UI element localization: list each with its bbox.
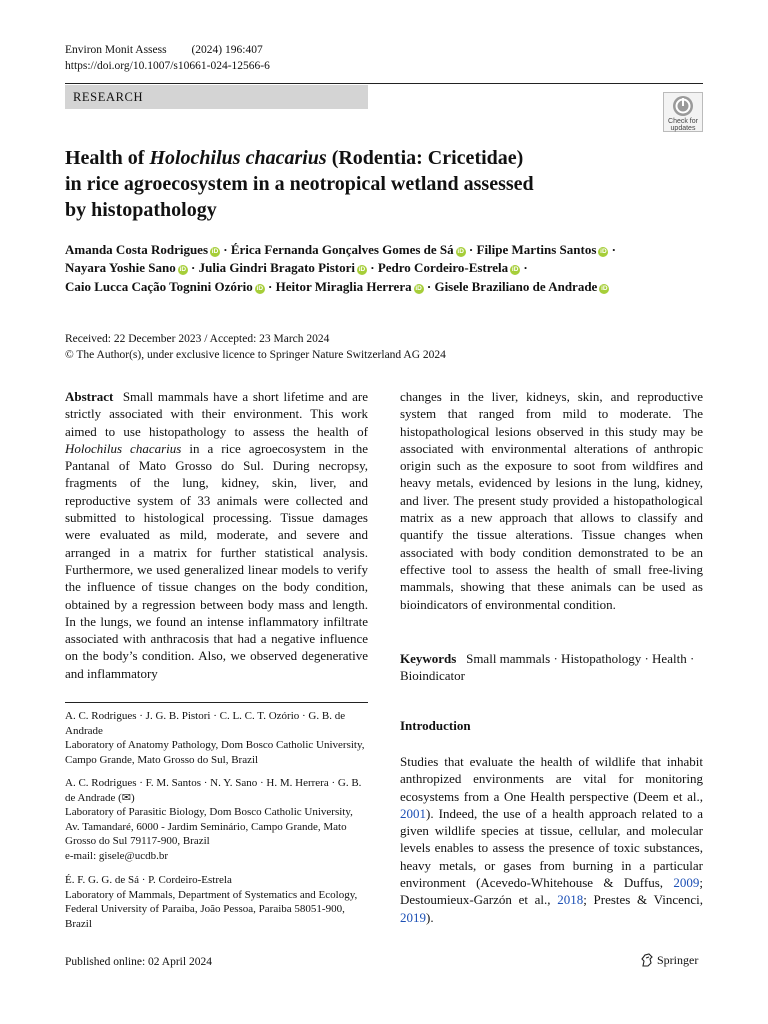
author-name[interactable]: Érica Fernanda Gonçalves Gomes de Sá [230, 242, 454, 257]
keywords-heading: Keywords [400, 651, 457, 666]
author-name[interactable]: Amanda Costa Rodrigues [65, 242, 209, 257]
introduction-heading: Introduction [400, 718, 471, 733]
check-updates-icon [672, 95, 694, 117]
published-online: Published online: 02 April 2024 [65, 956, 212, 968]
intro-text: ; Prestes & Vincenci, [583, 892, 703, 908]
affiliation-names: A. C. Rodrigues · F. M. Santos · N. Y. Sano · H. M. Herrera · G. B. de Andrade (✉) [65, 777, 362, 804]
orcid-icon[interactable]: iD [358, 266, 366, 274]
citation-link[interactable]: 2009 [673, 875, 700, 891]
orcid-icon[interactable]: iD [256, 284, 264, 292]
orcid-icon[interactable]: iD [511, 266, 519, 274]
article-title [65, 145, 685, 223]
doi-link[interactable]: https://doi.org/10.1007/s10661-024-12566-6 [65, 60, 270, 72]
affiliation-names: A. C. Rodrigues · J. G. B. Pistori · C. L. C. T. Ozório · G. B. de Andrade [65, 710, 346, 737]
springer-horse-icon [640, 953, 654, 967]
affiliation-block [65, 873, 368, 931]
title-part2: (Rodentia: Cricetidae) [326, 147, 524, 169]
publisher-logo [640, 953, 698, 968]
intro-text: ; Destoumieux-Garzón et al., [400, 875, 703, 908]
abstract [65, 388, 368, 682]
check-updates-line2: updates [670, 125, 696, 132]
title-species: Holochilus chacarius [149, 147, 327, 169]
introduction-text [400, 753, 703, 926]
copyright: © The Author(s), under exclusive licence to Springer Nature Switzerland AG 2024 [65, 348, 446, 361]
orcid-icon[interactable]: iD [601, 284, 608, 292]
orcid-icon[interactable]: iD [211, 248, 219, 255]
author-name[interactable]: Heitor Miraglia Herrera [275, 278, 412, 294]
affiliation-names: É. F. G. G. de Sá · P. Cordeiro-Estrela [65, 874, 232, 886]
affiliation-block [65, 709, 368, 767]
title-line3: by histopathology [65, 199, 217, 221]
author-name[interactable]: Caio Lucca Cação Tognini Ozório [65, 278, 253, 294]
citation-link[interactable]: 2018 [557, 892, 584, 908]
author-name[interactable]: Pedro Cordeiro-Estrela [377, 260, 509, 276]
keywords [400, 650, 703, 685]
affiliation-address: Laboratory of Mammals, Department of Systematics and Ecology, Federal University of Paraiba, João Pessoa, Paraiba 58051-900, Brazil [65, 888, 358, 930]
abstract-species: Holochilus chacarius [65, 440, 182, 456]
header-rule [65, 83, 703, 84]
intro-text: Studies that evaluate the health of wildlife that inhabit anthropized environments are vital for monitoring ecosystems from a One Health perspective (Deem et al., [400, 754, 703, 804]
orcid-icon[interactable]: iD [415, 284, 422, 292]
title-part1: Health of [65, 147, 150, 169]
intro-text: ). Indeed, the use of a health approach related to a given wildlife species at tissue, cellular, and molecular levels enables to assess the presence of toxic substances, heavy metals, or gases from burning in a particular environment (Acevedo-Whitehouse & Duffus, [400, 805, 703, 891]
abstract-text: in a rice agroecosystem in the Pantanal of Mato Grosso do Sul. During necropsy, fragments of the lung, kidney, skin, liver, and reproductive system of 33 animals were collected and submitted to histological processing. Tissue damages were evaluated as mild, moderate, and severe and arranged in a matrix for further statistical analysis. Furthermore, we used generalized linear models to verify the influence of tissue changes on the body condition, obtained by a regression between body mass and length. In the lungs, we found an intense inflammatory infiltrate associated with anthracosis that had a negative influence on the body’s condition. Also, we observed degenerative and inflammatory [65, 440, 369, 681]
article-dates [65, 332, 446, 363]
journal-header [65, 42, 263, 58]
publisher-name: Springer [657, 953, 699, 967]
author-name[interactable]: Nayara Yoshie Sano [65, 260, 176, 276]
abstract-heading: Abstract [65, 389, 114, 404]
affiliation-block [65, 776, 368, 864]
orcid-icon[interactable]: iD [179, 266, 187, 274]
received-accepted: Received: 22 December 2023 / Accepted: 23 March 2024 [65, 333, 330, 345]
section-label: RESEARCH [65, 85, 368, 109]
intro-text: ). [426, 909, 434, 925]
journal-name: Environ Monit Assess [65, 44, 167, 56]
citation-link[interactable]: 2019 [400, 909, 426, 925]
orcid-icon[interactable]: iD [457, 248, 464, 255]
affiliation-email[interactable]: e-mail: gisele@ucdb.br [65, 849, 168, 862]
orcid-icon[interactable]: iD [600, 248, 607, 255]
author-list: Amanda Costa Rodrigues iD · Érica Fernanda Gonçalves Gomes de Sá iD · Filipe Martins Santos iD · Nayara Yoshie Sano iD · Julia Gindri Bragato Pistori iD · Pedro Cordeiro-Estrela iD · Caio Lucca Cação Tognini Ozório iD · Heitor Miraglia Herrera iD · Gisele Braziliano de Andrade iD [65, 242, 616, 294]
keywords-text: Small mammals · Histopathology · Health · Bioindicator [400, 651, 695, 684]
citation-link[interactable]: 2001 [400, 805, 426, 821]
affiliation-address: Laboratory of Anatomy Pathology, Dom Bosco Catholic University, Campo Grande, Mato Grosso do Sul, Brazil [65, 739, 365, 766]
check-for-updates-badge[interactable] [663, 92, 703, 132]
abstract-text: Small mammals have a short lifetime and are strictly associated with their environment. This work aimed to use histopathology to assess the health of [65, 389, 369, 439]
author-name[interactable]: Gisele Braziliano de Andrade [434, 278, 598, 294]
affiliation-address: Laboratory of Parasitic Biology, Dom Bosco Catholic University, Av. Tamandaré, 6000 - Jardim Seminário, Campo Grande, Mato Grosso do Sul 79117-900, Brazil [65, 806, 353, 848]
affiliation-rule [65, 702, 368, 703]
author-name[interactable]: Julia Gindri Bragato Pistori [198, 260, 355, 276]
author-name[interactable]: Filipe Martins Santos [476, 242, 597, 257]
abstract-continued: changes in the liver, kidneys, skin, and reproductive system that ranged from mild to moderate. The histopathological lesions observed in this study may be associated with environmental alterations of anthropic origin such as the exposure to soot from wildfires and heavy metals, evidenced by lesions in the lung, kidney, and liver. The present study provided a histopathological matrix as a new approach that allows to classify and quantify the tissue alterations. Tissue changes when associated with body condition demonstrated to be an effective tool to assess the health of small free-living mammals, showing that these animals can be used as bioindicators of environmental condition. [400, 389, 703, 612]
title-line2: in rice agroecosystem in a neotropical wetland assessed [65, 173, 534, 195]
check-updates-line1: Check for [668, 118, 698, 125]
journal-issue: (2024) 196:407 [191, 44, 263, 56]
